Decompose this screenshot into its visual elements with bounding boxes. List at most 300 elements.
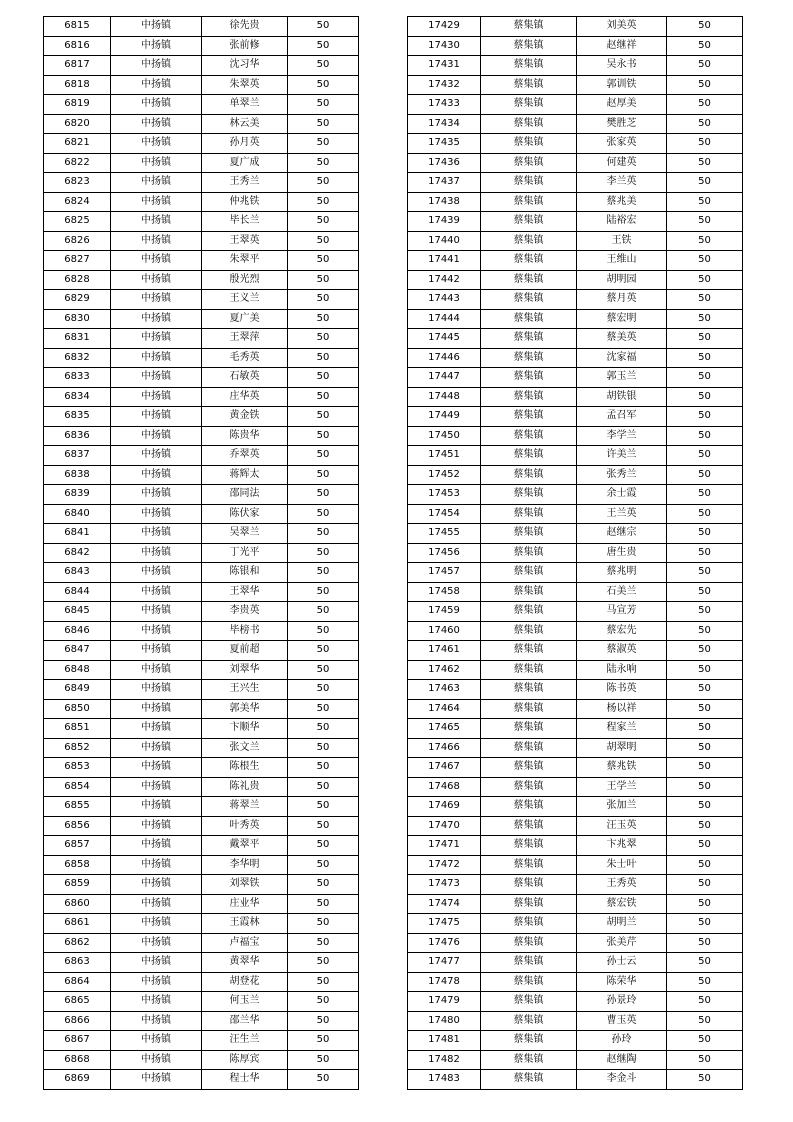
amount-cell: 50: [667, 894, 743, 914]
id-cell: 6836: [44, 426, 111, 446]
id-cell: 17461: [408, 641, 481, 661]
name-cell: 邵同法: [202, 485, 288, 505]
town-cell: 中扬镇: [111, 426, 202, 446]
amount-cell: 50: [288, 1031, 359, 1051]
table-row: [44, 1050, 359, 1070]
id-cell: 6851: [44, 719, 111, 739]
table-row: [44, 699, 359, 719]
name-cell: 夏广美: [202, 309, 288, 329]
table-row: [44, 75, 359, 95]
table-row: [408, 1070, 743, 1090]
name-cell: 王学兰: [577, 777, 667, 797]
town-cell: 蔡集镇: [481, 17, 577, 37]
table-row: [44, 933, 359, 953]
table-row: [44, 875, 359, 895]
amount-cell: 50: [288, 426, 359, 446]
table-row: [44, 387, 359, 407]
amount-cell: 50: [667, 329, 743, 349]
id-cell: 17449: [408, 407, 481, 427]
table-row: [408, 95, 743, 115]
table-row: [44, 56, 359, 76]
name-cell: 王秀英: [577, 875, 667, 895]
table-row: [44, 855, 359, 875]
town-cell: 中扬镇: [111, 329, 202, 349]
table-row: [408, 251, 743, 271]
amount-cell: 50: [288, 816, 359, 836]
town-cell: 中扬镇: [111, 816, 202, 836]
amount-cell: 50: [288, 348, 359, 368]
town-cell: 中扬镇: [111, 641, 202, 661]
id-cell: 6823: [44, 173, 111, 193]
town-cell: 中扬镇: [111, 777, 202, 797]
town-cell: 中扬镇: [111, 153, 202, 173]
id-cell: 17452: [408, 465, 481, 485]
amount-cell: 50: [288, 309, 359, 329]
id-cell: 6834: [44, 387, 111, 407]
amount-cell: 50: [667, 738, 743, 758]
amount-cell: 50: [667, 1031, 743, 1051]
table-row: [44, 290, 359, 310]
table-row: [44, 543, 359, 563]
id-cell: 6867: [44, 1031, 111, 1051]
amount-cell: 50: [667, 953, 743, 973]
amount-cell: 50: [667, 719, 743, 739]
id-cell: 17443: [408, 290, 481, 310]
id-cell: 6850: [44, 699, 111, 719]
id-cell: 6820: [44, 114, 111, 134]
name-cell: 石敏英: [202, 368, 288, 388]
left-table: [43, 16, 359, 1090]
id-cell: 6860: [44, 894, 111, 914]
name-cell: 杨以祥: [577, 699, 667, 719]
table-row: [44, 914, 359, 934]
id-cell: 17444: [408, 309, 481, 329]
id-cell: 6854: [44, 777, 111, 797]
table-row: [408, 56, 743, 76]
town-cell: 蔡集镇: [481, 173, 577, 193]
town-cell: 中扬镇: [111, 972, 202, 992]
table-row: [44, 134, 359, 154]
table-row: [44, 212, 359, 232]
amount-cell: 50: [667, 992, 743, 1012]
id-cell: 6843: [44, 563, 111, 583]
name-cell: 石美兰: [577, 582, 667, 602]
id-cell: 17446: [408, 348, 481, 368]
table-row: [408, 290, 743, 310]
name-cell: 黄金铁: [202, 407, 288, 427]
name-cell: 张秀兰: [577, 465, 667, 485]
name-cell: 刘美英: [577, 17, 667, 37]
table-row: [44, 231, 359, 251]
table-row: [408, 1050, 743, 1070]
table-row: [408, 758, 743, 778]
id-cell: 17459: [408, 602, 481, 622]
id-cell: 6859: [44, 875, 111, 895]
table-row: [44, 992, 359, 1012]
name-cell: 刘翠铁: [202, 875, 288, 895]
name-cell: 丁光平: [202, 543, 288, 563]
name-cell: 戴翠平: [202, 836, 288, 856]
name-cell: 王义兰: [202, 290, 288, 310]
id-cell: 17481: [408, 1031, 481, 1051]
id-cell: 17462: [408, 660, 481, 680]
id-cell: 6865: [44, 992, 111, 1012]
table-row: [408, 894, 743, 914]
town-cell: 蔡集镇: [481, 407, 577, 427]
id-cell: 17435: [408, 134, 481, 154]
name-cell: 马宣芳: [577, 602, 667, 622]
name-cell: 毛秀英: [202, 348, 288, 368]
town-cell: 中扬镇: [111, 368, 202, 388]
amount-cell: 50: [667, 407, 743, 427]
table-row: [44, 329, 359, 349]
table-row: [44, 348, 359, 368]
town-cell: 中扬镇: [111, 953, 202, 973]
table-row: [44, 797, 359, 817]
id-cell: 6832: [44, 348, 111, 368]
town-cell: 蔡集镇: [481, 95, 577, 115]
id-cell: 17438: [408, 192, 481, 212]
table-row: [44, 758, 359, 778]
table-row: [408, 641, 743, 661]
name-cell: 卢福宝: [202, 933, 288, 953]
amount-cell: 50: [288, 485, 359, 505]
town-cell: 中扬镇: [111, 738, 202, 758]
town-cell: 中扬镇: [111, 524, 202, 544]
name-cell: 赵继陶: [577, 1050, 667, 1070]
town-cell: 蔡集镇: [481, 719, 577, 739]
id-cell: 17430: [408, 36, 481, 56]
town-cell: 中扬镇: [111, 758, 202, 778]
name-cell: 陆裕宏: [577, 212, 667, 232]
amount-cell: 50: [667, 387, 743, 407]
town-cell: 中扬镇: [111, 621, 202, 641]
amount-cell: 50: [288, 992, 359, 1012]
name-cell: 郭训铁: [577, 75, 667, 95]
id-cell: 6847: [44, 641, 111, 661]
town-cell: 蔡集镇: [481, 329, 577, 349]
id-cell: 6826: [44, 231, 111, 251]
town-cell: 中扬镇: [111, 680, 202, 700]
name-cell: 王维山: [577, 251, 667, 271]
id-cell: 17469: [408, 797, 481, 817]
id-cell: 6829: [44, 290, 111, 310]
name-cell: 沈家福: [577, 348, 667, 368]
amount-cell: 50: [288, 56, 359, 76]
town-cell: 中扬镇: [111, 95, 202, 115]
amount-cell: 50: [288, 114, 359, 134]
name-cell: 胡明兰: [577, 914, 667, 934]
amount-cell: 50: [288, 36, 359, 56]
id-cell: 6830: [44, 309, 111, 329]
name-cell: 陈伏家: [202, 504, 288, 524]
name-cell: 陈贵华: [202, 426, 288, 446]
amount-cell: 50: [667, 504, 743, 524]
table-row: [408, 407, 743, 427]
name-cell: 沈习华: [202, 56, 288, 76]
id-cell: 6841: [44, 524, 111, 544]
id-cell: 6858: [44, 855, 111, 875]
right-table: [407, 16, 743, 1090]
amount-cell: 50: [667, 134, 743, 154]
town-cell: 蔡集镇: [481, 543, 577, 563]
town-cell: 中扬镇: [111, 563, 202, 583]
id-cell: 17454: [408, 504, 481, 524]
amount-cell: 50: [667, 777, 743, 797]
town-cell: 中扬镇: [111, 251, 202, 271]
id-cell: 6835: [44, 407, 111, 427]
name-cell: 刘翠华: [202, 660, 288, 680]
table-row: [408, 192, 743, 212]
name-cell: 唐生贵: [577, 543, 667, 563]
town-cell: 蔡集镇: [481, 231, 577, 251]
table-row: [44, 582, 359, 602]
town-cell: 蔡集镇: [481, 251, 577, 271]
table-row: [44, 407, 359, 427]
name-cell: 赵继宗: [577, 524, 667, 544]
right-table-body: [408, 17, 743, 1090]
town-cell: 蔡集镇: [481, 953, 577, 973]
name-cell: 李华明: [202, 855, 288, 875]
amount-cell: 50: [288, 797, 359, 817]
town-cell: 中扬镇: [111, 543, 202, 563]
name-cell: 蔡宏明: [577, 309, 667, 329]
name-cell: 夏前超: [202, 641, 288, 661]
name-cell: 蔡淑英: [577, 641, 667, 661]
town-cell: 中扬镇: [111, 855, 202, 875]
town-cell: 中扬镇: [111, 719, 202, 739]
table-row: [408, 465, 743, 485]
id-cell: 17458: [408, 582, 481, 602]
name-cell: 徐先贵: [202, 17, 288, 37]
table-row: [44, 95, 359, 115]
table-row: [408, 426, 743, 446]
amount-cell: 50: [288, 602, 359, 622]
table-row: [408, 17, 743, 37]
amount-cell: 50: [288, 914, 359, 934]
amount-cell: 50: [288, 251, 359, 271]
name-cell: 朱士叶: [577, 855, 667, 875]
id-cell: 17467: [408, 758, 481, 778]
name-cell: 王兰英: [577, 504, 667, 524]
id-cell: 6856: [44, 816, 111, 836]
id-cell: 17436: [408, 153, 481, 173]
name-cell: 程士华: [202, 1070, 288, 1090]
name-cell: 卞顺华: [202, 719, 288, 739]
name-cell: 蔡宏先: [577, 621, 667, 641]
town-cell: 蔡集镇: [481, 446, 577, 466]
table-row: [44, 270, 359, 290]
id-cell: 6861: [44, 914, 111, 934]
amount-cell: 50: [288, 329, 359, 349]
name-cell: 王铁: [577, 231, 667, 251]
amount-cell: 50: [667, 114, 743, 134]
town-cell: 中扬镇: [111, 836, 202, 856]
table-row: [44, 972, 359, 992]
amount-cell: 50: [288, 407, 359, 427]
amount-cell: 50: [288, 231, 359, 251]
name-cell: 张美芹: [577, 933, 667, 953]
town-cell: 中扬镇: [111, 270, 202, 290]
town-cell: 蔡集镇: [481, 875, 577, 895]
amount-cell: 50: [667, 699, 743, 719]
table-row: [44, 426, 359, 446]
name-cell: 蒋翠兰: [202, 797, 288, 817]
amount-cell: 50: [667, 582, 743, 602]
amount-cell: 50: [667, 446, 743, 466]
table-row: [408, 719, 743, 739]
town-cell: 蔡集镇: [481, 368, 577, 388]
id-cell: 17478: [408, 972, 481, 992]
name-cell: 郭玉兰: [577, 368, 667, 388]
amount-cell: 50: [667, 368, 743, 388]
town-cell: 中扬镇: [111, 797, 202, 817]
name-cell: 孙玲: [577, 1031, 667, 1051]
id-cell: 6840: [44, 504, 111, 524]
table-row: [44, 173, 359, 193]
table-row: [408, 875, 743, 895]
town-cell: 蔡集镇: [481, 797, 577, 817]
table-row: [408, 368, 743, 388]
amount-cell: 50: [288, 212, 359, 232]
name-cell: 郭美华: [202, 699, 288, 719]
town-cell: 中扬镇: [111, 465, 202, 485]
table-row: [44, 621, 359, 641]
table-row: [408, 855, 743, 875]
town-cell: 蔡集镇: [481, 933, 577, 953]
name-cell: 胡翠明: [577, 738, 667, 758]
amount-cell: 50: [288, 777, 359, 797]
town-cell: 蔡集镇: [481, 75, 577, 95]
town-cell: 蔡集镇: [481, 680, 577, 700]
town-cell: 蔡集镇: [481, 36, 577, 56]
name-cell: 邵兰华: [202, 1011, 288, 1031]
id-cell: 6817: [44, 56, 111, 76]
table-row: [44, 251, 359, 271]
town-cell: 蔡集镇: [481, 816, 577, 836]
town-cell: 中扬镇: [111, 212, 202, 232]
amount-cell: 50: [667, 270, 743, 290]
table-row: [44, 36, 359, 56]
table-row: [408, 348, 743, 368]
table-row: [44, 1011, 359, 1031]
amount-cell: 50: [288, 875, 359, 895]
table-row: [408, 699, 743, 719]
amount-cell: 50: [667, 543, 743, 563]
table-row: [408, 446, 743, 466]
name-cell: 孟召军: [577, 407, 667, 427]
id-cell: 6863: [44, 953, 111, 973]
name-cell: 孙景玲: [577, 992, 667, 1012]
amount-cell: 50: [667, 192, 743, 212]
id-cell: 6824: [44, 192, 111, 212]
name-cell: 黄翠华: [202, 953, 288, 973]
id-cell: 17432: [408, 75, 481, 95]
amount-cell: 50: [288, 153, 359, 173]
table-row: [44, 641, 359, 661]
table-row: [44, 524, 359, 544]
name-cell: 蒋辉太: [202, 465, 288, 485]
id-cell: 6844: [44, 582, 111, 602]
id-cell: 17476: [408, 933, 481, 953]
town-cell: 中扬镇: [111, 446, 202, 466]
amount-cell: 50: [667, 465, 743, 485]
table-row: [408, 582, 743, 602]
table-row: [408, 329, 743, 349]
town-cell: 蔡集镇: [481, 1011, 577, 1031]
town-cell: 中扬镇: [111, 17, 202, 37]
town-cell: 蔡集镇: [481, 270, 577, 290]
amount-cell: 50: [667, 875, 743, 895]
id-cell: 17473: [408, 875, 481, 895]
name-cell: 胡登花: [202, 972, 288, 992]
name-cell: 胡铁银: [577, 387, 667, 407]
name-cell: 何玉兰: [202, 992, 288, 1012]
table-row: [44, 153, 359, 173]
table-row: [408, 738, 743, 758]
name-cell: 仲兆铁: [202, 192, 288, 212]
id-cell: 17463: [408, 680, 481, 700]
town-cell: 中扬镇: [111, 875, 202, 895]
town-cell: 中扬镇: [111, 933, 202, 953]
id-cell: 6837: [44, 446, 111, 466]
amount-cell: 50: [288, 387, 359, 407]
name-cell: 殷光烈: [202, 270, 288, 290]
amount-cell: 50: [667, 212, 743, 232]
town-cell: 中扬镇: [111, 75, 202, 95]
table-row: [44, 465, 359, 485]
id-cell: 17464: [408, 699, 481, 719]
amount-cell: 50: [667, 1011, 743, 1031]
table-row: [408, 914, 743, 934]
name-cell: 胡明园: [577, 270, 667, 290]
table-row: [44, 1031, 359, 1051]
id-cell: 6855: [44, 797, 111, 817]
name-cell: 陈书英: [577, 680, 667, 700]
town-cell: 中扬镇: [111, 387, 202, 407]
amount-cell: 50: [288, 641, 359, 661]
table-row: [408, 680, 743, 700]
town-cell: 蔡集镇: [481, 114, 577, 134]
table-row: [408, 153, 743, 173]
name-cell: 许美兰: [577, 446, 667, 466]
name-cell: 朱翠英: [202, 75, 288, 95]
amount-cell: 50: [288, 563, 359, 583]
id-cell: 6849: [44, 680, 111, 700]
name-cell: 李学兰: [577, 426, 667, 446]
amount-cell: 50: [667, 855, 743, 875]
amount-cell: 50: [288, 465, 359, 485]
id-cell: 17475: [408, 914, 481, 934]
town-cell: 蔡集镇: [481, 134, 577, 154]
table-row: [408, 621, 743, 641]
id-cell: 17433: [408, 95, 481, 115]
id-cell: 17474: [408, 894, 481, 914]
table-row: [408, 563, 743, 583]
name-cell: 毕长兰: [202, 212, 288, 232]
id-cell: 6827: [44, 251, 111, 271]
id-cell: 17447: [408, 368, 481, 388]
id-cell: 6862: [44, 933, 111, 953]
town-cell: 中扬镇: [111, 134, 202, 154]
amount-cell: 50: [288, 836, 359, 856]
id-cell: 17453: [408, 485, 481, 505]
table-row: [408, 953, 743, 973]
town-cell: 蔡集镇: [481, 894, 577, 914]
town-cell: 中扬镇: [111, 582, 202, 602]
table-row: [408, 1031, 743, 1051]
town-cell: 中扬镇: [111, 56, 202, 76]
